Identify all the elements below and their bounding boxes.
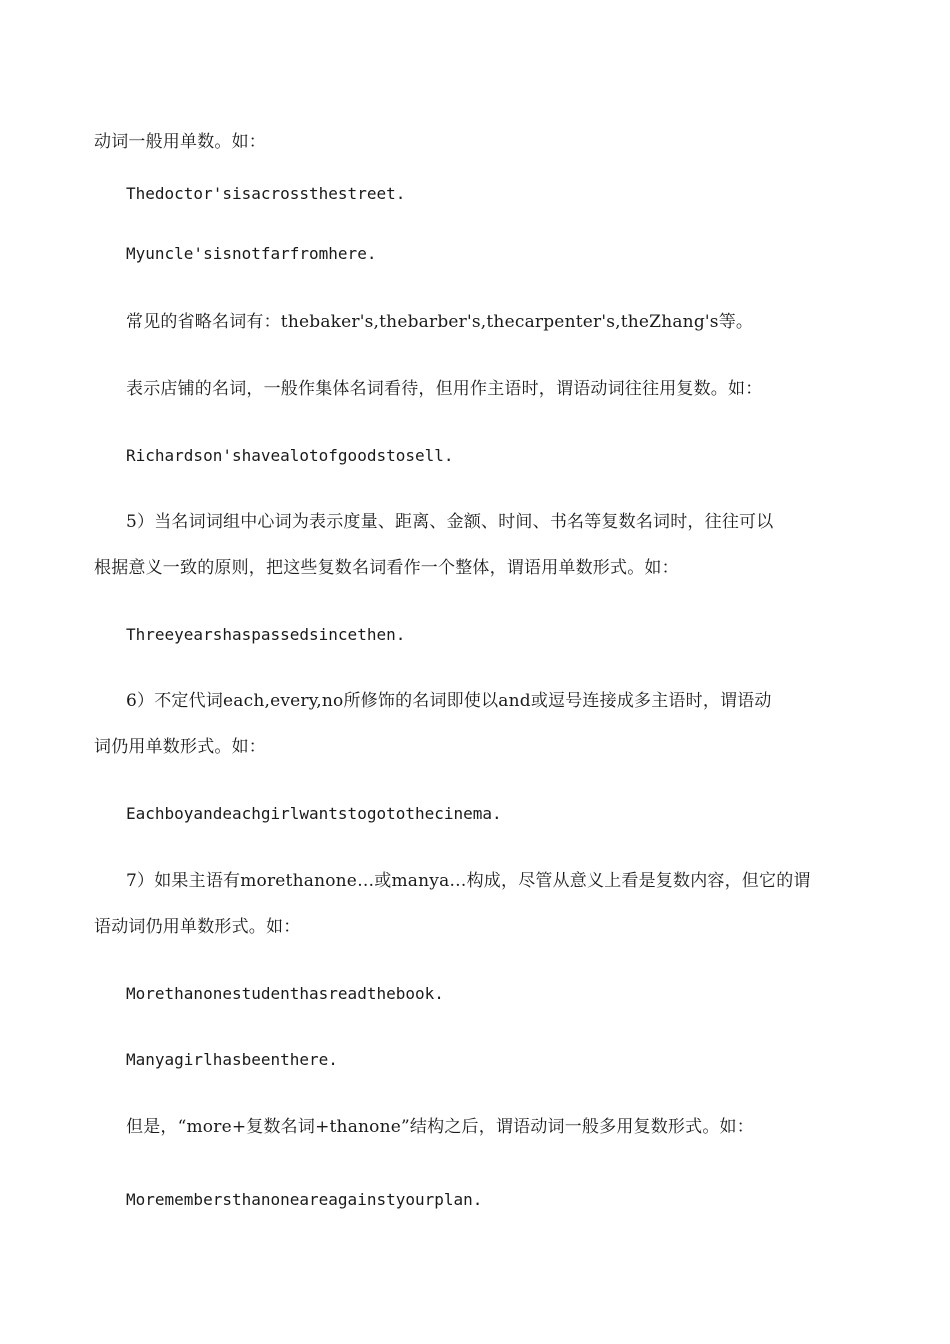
example-sentence: Moremembersthanoneareagainstyourplan. <box>126 1190 483 1209</box>
example-sentence: Manyagirlhasbeenthere. <box>126 1050 338 1069</box>
paragraph-line: 但是，“more+复数名词+thanone”结构之后，谓语动词一般多用复数形式。如： <box>126 1117 754 1137</box>
example-sentence: Myuncle'sisnotfarfromhere. <box>126 244 377 263</box>
example-sentence: Eachboyandeachgirlwantstogotothecinema. <box>126 804 502 823</box>
text-line: 词仍用单数形式。如： <box>94 737 266 757</box>
paragraph-line: 表示店铺的名词，一般作集体名词看待，但用作主语时，谓语动词往往用复数。如： <box>126 379 763 399</box>
text-line: 语动词仍用单数形式。如： <box>94 917 301 937</box>
example-sentence: Morethanonestudenthasreadthebook. <box>126 984 444 1003</box>
paragraph-line: 5）当名词词组中心词为表示度量、距离、金额、时间、书名等复数名词时，往往可以 <box>126 512 774 532</box>
example-sentence: Threeyearshaspassedsincethen. <box>126 625 406 644</box>
example-sentence: Richardson'shavealotofgoodstosell. <box>126 446 454 465</box>
text-line: 动词一般用单数。如： <box>94 132 266 152</box>
paragraph-line: 常见的省略名词有：thebaker's,thebarber's,thecarpenter's,theZhang's等。 <box>126 312 754 332</box>
paragraph-line: 7）如果主语有morethanone…或manya…构成，尽管从意义上看是复数内容，但它的谓 <box>126 871 811 891</box>
example-sentence: Thedoctor'sisacrossthestreet. <box>126 184 406 203</box>
paragraph-line: 6）不定代词each,every,no所修饰的名词即使以and或逗号连接成多主语时，谓语动 <box>126 691 772 711</box>
text-line: 根据意义一致的原则，把这些复数名词看作一个整体，谓语用单数形式。如： <box>94 558 679 578</box>
